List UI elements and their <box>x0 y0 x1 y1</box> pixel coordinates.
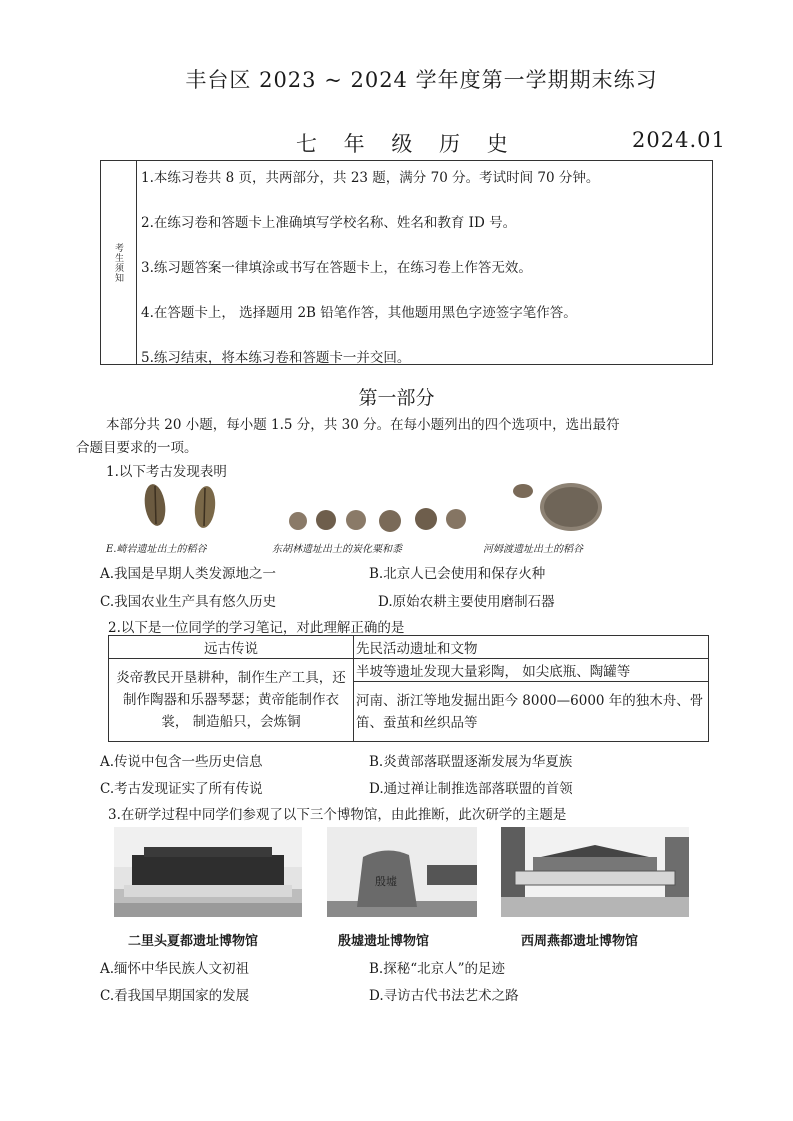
section-heading: 第一部分 <box>358 387 435 409</box>
table-header: 远古传说 <box>109 636 354 659</box>
erlitou-museum-image <box>114 827 302 917</box>
option-a[interactable]: A.传说中包含一些历史信息 <box>100 754 263 770</box>
study-notes-table <box>108 635 709 742</box>
option-c[interactable]: C.看我国早期国家的发展 <box>100 988 250 1004</box>
notice-side-label: 考生须知 <box>101 161 137 364</box>
option-a[interactable]: A.我国是早期人类发源地之一 <box>100 566 277 582</box>
question-stem: 2.以下是一位同学的学习笔记，对此理解正确的是 <box>108 620 405 636</box>
millet-grain-image <box>289 508 466 532</box>
q1-figure <box>100 480 640 538</box>
yandu-museum-image <box>501 827 689 917</box>
option-b[interactable]: B.探秘“北京人”的足迹 <box>369 961 506 977</box>
question-stem: 3.在研学过程中同学们参观了以下三个博物馆，由此推断，此次研学的主题是 <box>108 807 567 823</box>
question-stem: 1.以下考古发现表明 <box>106 464 227 480</box>
table-cell-site: 半坡等遗址发现大量彩陶， 如尖底瓶、陶罐等 <box>354 659 709 682</box>
notice-item: 1.本练习卷共 8 页，共两部分，共 23 题，满分 70 分。考试时间 70 分钟。 <box>141 170 600 186</box>
image-caption: 东胡林遗址出土的炭化粟和黍 <box>272 544 402 555</box>
exam-notice-box <box>100 160 713 365</box>
yinxu-museum-image <box>327 827 477 917</box>
option-b[interactable]: B.炎黄部落联盟逐渐发展为华夏族 <box>369 754 573 770</box>
section-intro: 合题目要求的一项。 <box>76 440 198 456</box>
stone-inscription: 殷墟 <box>375 875 397 888</box>
exam-date: 2024.01 <box>632 128 726 152</box>
option-d[interactable]: D.寻访古代书法艺术之路 <box>369 988 519 1004</box>
hemudu-rice-image <box>513 483 602 531</box>
notice-item: 5.练习结束，将本练习卷和答题卡一并交回。 <box>141 350 411 366</box>
table-header: 先民活动遗址和文物 <box>354 636 709 659</box>
image-caption: 殷墟遗址博物馆 <box>338 934 430 949</box>
option-d[interactable]: D.通过禅让制推选部落联盟的首领 <box>369 781 573 797</box>
option-d[interactable]: D.原始农耕主要使用磨制石器 <box>378 594 555 610</box>
rice-grain-image <box>142 483 217 529</box>
image-caption: 二里头夏都遗址博物馆 <box>128 934 259 949</box>
notice-item: 3.练习题答案一律填涂或书写在答题卡上，在练习卷上作答无效。 <box>141 260 532 276</box>
image-caption: E.崎岩遗址出土的稻谷 <box>106 544 207 555</box>
subject-title: 七 年 级 历 史 <box>296 132 518 156</box>
option-c[interactable]: C.我国农业生产具有悠久历史 <box>100 594 277 610</box>
option-c[interactable]: C.考古发现证实了所有传说 <box>100 781 263 797</box>
image-caption: 西周燕都遗址博物馆 <box>521 934 639 949</box>
table-cell-legend: 炎帝教民开垦耕种，制作生产工具，还制作陶器和乐器琴瑟；黄帝能制作衣裳， 制造船只，会炼铜 <box>109 659 354 742</box>
page-title: 丰台区 2023 ~ 2024 学年度第一学期期末练习 <box>185 68 658 92</box>
image-caption: 河姆渡遗址出土的稻谷 <box>483 544 583 555</box>
table-cell-site: 河南、浙江等地发掘出距今 8000—6000 年的独木舟、骨笛、蚕茧和丝织品等 <box>354 682 709 742</box>
notice-item: 4.在答题卡上， 选择题用 2B 铅笔作答，其他题用黑色字迹签字笔作答。 <box>141 305 577 321</box>
notice-item: 2.在练习卷和答题卡上准确填写学校名称、姓名和教育 ID 号。 <box>141 215 517 231</box>
section-intro: 本部分共 20 小题，每小题 1.5 分，共 30 分。在每小题列出的四个选项中，选出最符 <box>106 417 620 433</box>
option-a[interactable]: A.缅怀中华民族人文初祖 <box>100 961 250 977</box>
option-b[interactable]: B.北京人已会使用和保存火种 <box>369 566 546 582</box>
